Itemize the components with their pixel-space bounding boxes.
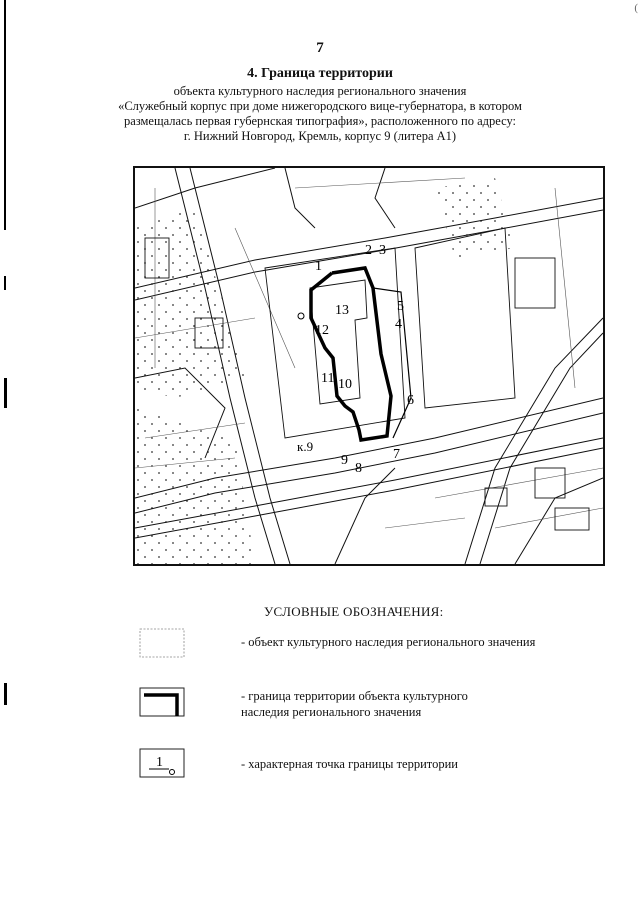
boundary-line-symbol: [139, 687, 185, 717]
boundary-point-label: 10: [338, 377, 352, 392]
boundary-point-label: 9: [341, 453, 348, 468]
boundary-point-label: 2: [365, 243, 372, 258]
boundary-point-label: 4: [395, 317, 402, 332]
binding-mark: [4, 276, 6, 290]
boundary-point-label: 1: [315, 259, 322, 274]
corner-mark: (: [634, 2, 638, 14]
subtitle-line: размещалась первая губернская типография», расположенного по адресу:: [123, 114, 517, 128]
point-symbol-label: 1: [156, 755, 163, 770]
characteristic-point-symbol: [139, 748, 185, 778]
boundary-point-label: 8: [355, 461, 362, 476]
binding-mark: [4, 683, 7, 705]
boundary-point-label: 11: [321, 371, 335, 386]
boundary-point-label: 6: [407, 393, 414, 408]
subtitle-line: г. Нижний Новгород, Кремль, корпус 9 (литера А1): [183, 129, 457, 143]
legend-item-line: - граница территории объекта культурного: [241, 689, 468, 703]
cadastral-map: [133, 166, 605, 566]
legend-item-text: [241, 688, 468, 720]
subtitle-line: «Служебный корпус при доме нижегородского вице-губернатора, в котором: [118, 99, 522, 113]
boundary-point-label: 7: [393, 447, 400, 462]
building-label: к.9: [297, 439, 314, 454]
page-subtitle: [0, 84, 640, 144]
page-title: 4. Граница территории: [247, 66, 393, 81]
boundary-point-label: 3: [379, 243, 386, 258]
boundary-point-label: 12: [315, 323, 329, 338]
subtitle-line: объекта культурного наследия регионального значения: [173, 84, 467, 98]
legend-title: УСЛОВНЫЕ ОБОЗНАЧЕНИЯ:: [264, 604, 444, 619]
heritage-object-symbol: [139, 628, 185, 658]
legend-item-line: наследия регионального значения: [241, 705, 422, 719]
boundary-point-label: 5: [397, 299, 404, 314]
legend-item-text: - объект культурного наследия регионального значения: [241, 635, 536, 649]
page-number: 7: [316, 40, 324, 56]
legend-item-text: - характерная точка границы территории: [241, 757, 458, 771]
boundary-point-marker: [298, 313, 304, 319]
map-drawing: [135, 168, 603, 564]
binding-mark: [4, 378, 7, 408]
boundary-point-label: 13: [335, 303, 349, 318]
